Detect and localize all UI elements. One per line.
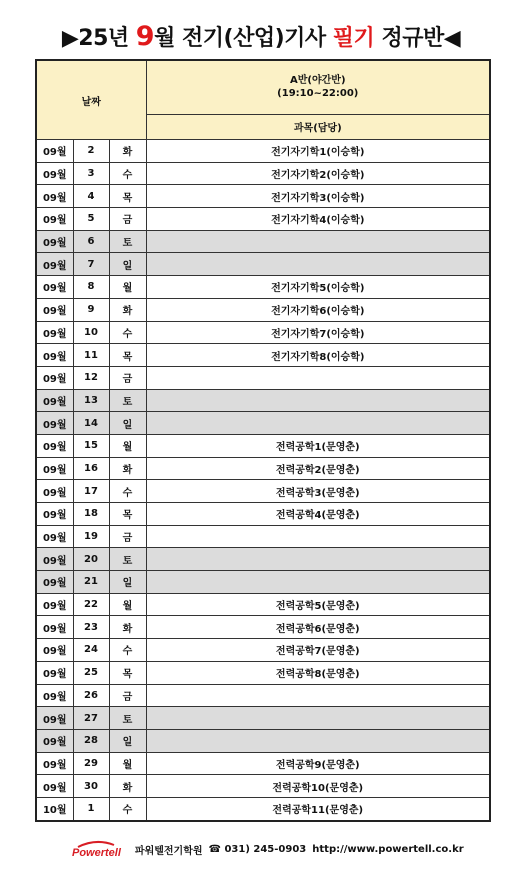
subject-cell [146, 525, 490, 548]
weekday-cell: 월 [109, 752, 146, 775]
date-day-cell: 5 [73, 208, 109, 231]
table-row [36, 797, 490, 820]
powertell-logo [72, 840, 121, 858]
weekday-cell: 화 [109, 457, 146, 480]
weekday-cell: 월 [109, 434, 146, 457]
date-month-cell: 09월 [36, 503, 73, 526]
date-month-cell: 09월 [36, 389, 73, 412]
page-title [0, 20, 522, 54]
date-month-cell: 09월 [36, 616, 73, 639]
weekday-cell: 토 [109, 230, 146, 253]
date-month-cell: 09월 [36, 253, 73, 276]
date-month-cell: 09월 [36, 548, 73, 571]
subject-cell: 전력공학1(문영춘) [146, 434, 490, 457]
date-day-cell: 24 [73, 639, 109, 662]
date-day-cell: 14 [73, 412, 109, 435]
date-day-cell: 19 [73, 525, 109, 548]
weekday-cell: 금 [109, 208, 146, 231]
table-row [36, 480, 490, 503]
date-day-cell: 29 [73, 752, 109, 775]
table-row [36, 230, 490, 253]
date-month-cell: 09월 [36, 752, 73, 775]
table-row [36, 457, 490, 480]
weekday-cell: 금 [109, 684, 146, 707]
date-month-cell: 09월 [36, 661, 73, 684]
weekday-cell: 일 [109, 729, 146, 752]
subject-cell [146, 366, 490, 389]
date-month-cell: 09월 [36, 775, 73, 798]
table-row [36, 593, 490, 616]
date-day-cell: 11 [73, 344, 109, 367]
subject-cell: 전기자기학7(이승학) [146, 321, 490, 344]
date-month-cell: 09월 [36, 185, 73, 208]
table-row [36, 434, 490, 457]
table-row [36, 276, 490, 299]
table-row [36, 185, 490, 208]
date-day-cell: 10 [73, 321, 109, 344]
date-month-cell: 09월 [36, 434, 73, 457]
subject-cell: 전력공학3(문영춘) [146, 480, 490, 503]
date-day-cell: 13 [73, 389, 109, 412]
table-row [36, 525, 490, 548]
weekday-cell: 일 [109, 571, 146, 594]
weekday-cell: 토 [109, 707, 146, 730]
subject-cell [146, 707, 490, 730]
weekday-cell: 화 [109, 775, 146, 798]
date-month-cell: 09월 [36, 208, 73, 231]
date-month-cell: 10월 [36, 797, 73, 820]
date-month-cell: 09월 [36, 707, 73, 730]
class-header [146, 60, 490, 114]
title-suffix: 정규반◀ [374, 26, 461, 51]
date-day-cell: 12 [73, 366, 109, 389]
subject-cell: 전기자기학1(이승학) [146, 140, 490, 163]
subject-cell [146, 548, 490, 571]
subject-cell: 전력공학2(문영춘) [146, 457, 490, 480]
date-month-cell: 09월 [36, 480, 73, 503]
date-day-cell: 28 [73, 729, 109, 752]
title-highlight: 필기 [332, 26, 375, 51]
date-day-cell: 26 [73, 684, 109, 707]
subject-header: 과목(담당) [146, 114, 490, 139]
table-row [36, 412, 490, 435]
date-day-cell: 9 [73, 298, 109, 321]
schedule-body [36, 140, 490, 821]
weekday-cell: 수 [109, 162, 146, 185]
weekday-cell: 수 [109, 480, 146, 503]
footer [72, 838, 472, 860]
weekday-cell: 화 [109, 298, 146, 321]
date-month-cell: 09월 [36, 571, 73, 594]
subject-cell: 전력공학10(문영춘) [146, 775, 490, 798]
date-day-cell: 1 [73, 797, 109, 820]
subject-cell: 전기자기학3(이승학) [146, 185, 490, 208]
class-time: (19:10~22:00) [277, 88, 359, 100]
table-row [36, 140, 490, 163]
website-link[interactable]: http://www.powertell.co.kr [312, 843, 464, 855]
table-row [36, 321, 490, 344]
date-day-cell: 30 [73, 775, 109, 798]
weekday-cell: 수 [109, 321, 146, 344]
weekday-cell: 일 [109, 253, 146, 276]
weekday-cell: 금 [109, 366, 146, 389]
weekday-cell: 월 [109, 276, 146, 299]
subject-cell: 전력공학4(문영춘) [146, 503, 490, 526]
table-row [36, 253, 490, 276]
date-month-cell: 09월 [36, 140, 73, 163]
date-month-cell: 09월 [36, 366, 73, 389]
date-day-cell: 4 [73, 185, 109, 208]
weekday-cell: 수 [109, 639, 146, 662]
subject-cell: 전기자기학5(이승학) [146, 276, 490, 299]
logo-text: Powertell [72, 847, 121, 859]
phone-number: ☎ 031) 245-0903 [208, 843, 307, 855]
date-month-cell: 09월 [36, 729, 73, 752]
table-row [36, 298, 490, 321]
weekday-cell: 목 [109, 344, 146, 367]
title-month: 9 [135, 21, 155, 52]
weekday-cell: 월 [109, 593, 146, 616]
date-day-cell: 25 [73, 661, 109, 684]
subject-cell [146, 389, 490, 412]
date-month-cell: 09월 [36, 525, 73, 548]
date-month-cell: 09월 [36, 230, 73, 253]
date-month-cell: 09월 [36, 298, 73, 321]
class-name: A반(야간반) [290, 75, 346, 87]
date-day-cell: 6 [73, 230, 109, 253]
weekday-cell: 목 [109, 185, 146, 208]
subject-cell: 전기자기학6(이승학) [146, 298, 490, 321]
subject-cell: 전력공학7(문영춘) [146, 639, 490, 662]
subject-cell: 전기자기학2(이승학) [146, 162, 490, 185]
schedule-table [35, 59, 491, 822]
table-row [36, 684, 490, 707]
date-month-cell: 09월 [36, 639, 73, 662]
weekday-cell: 화 [109, 616, 146, 639]
date-month-cell: 09월 [36, 344, 73, 367]
table-row [36, 571, 490, 594]
date-month-cell: 09월 [36, 457, 73, 480]
table-row [36, 707, 490, 730]
date-header: 날짜 [36, 60, 146, 140]
table-row [36, 344, 490, 367]
table-row [36, 208, 490, 231]
date-day-cell: 18 [73, 503, 109, 526]
subject-cell [146, 684, 490, 707]
subject-cell: 전력공학6(문영춘) [146, 616, 490, 639]
subject-cell: 전력공학5(문영춘) [146, 593, 490, 616]
table-row [36, 616, 490, 639]
date-day-cell: 8 [73, 276, 109, 299]
date-day-cell: 27 [73, 707, 109, 730]
table-row [36, 775, 490, 798]
date-day-cell: 7 [73, 253, 109, 276]
date-month-cell: 09월 [36, 276, 73, 299]
academy-name: 파워텔전기학원 [134, 845, 203, 857]
date-day-cell: 16 [73, 457, 109, 480]
title-prefix: ▶25년 [61, 26, 136, 51]
date-day-cell: 21 [73, 571, 109, 594]
subject-cell [146, 253, 490, 276]
table-row [36, 661, 490, 684]
weekday-cell: 목 [109, 661, 146, 684]
subject-cell [146, 230, 490, 253]
subject-cell [146, 412, 490, 435]
date-month-cell: 09월 [36, 321, 73, 344]
date-month-cell: 09월 [36, 162, 73, 185]
table-row [36, 503, 490, 526]
table-row [36, 752, 490, 775]
subject-cell: 전력공학8(문영춘) [146, 661, 490, 684]
table-row [36, 366, 490, 389]
weekday-cell: 일 [109, 412, 146, 435]
table-row [36, 639, 490, 662]
weekday-cell: 토 [109, 548, 146, 571]
date-month-cell: 09월 [36, 593, 73, 616]
subject-cell: 전력공학9(문영춘) [146, 752, 490, 775]
weekday-cell: 목 [109, 503, 146, 526]
date-day-cell: 23 [73, 616, 109, 639]
date-day-cell: 15 [73, 434, 109, 457]
date-month-cell: 09월 [36, 412, 73, 435]
date-day-cell: 3 [73, 162, 109, 185]
table-row [36, 729, 490, 752]
weekday-cell: 금 [109, 525, 146, 548]
title-middle: 월 전기(산업)기사 [154, 26, 333, 51]
date-day-cell: 20 [73, 548, 109, 571]
subject-cell [146, 571, 490, 594]
date-day-cell: 22 [73, 593, 109, 616]
subject-cell: 전력공학11(문영춘) [146, 797, 490, 820]
subject-cell [146, 729, 490, 752]
table-row [36, 389, 490, 412]
date-day-cell: 17 [73, 480, 109, 503]
weekday-cell: 토 [109, 389, 146, 412]
subject-cell: 전기자기학4(이승학) [146, 208, 490, 231]
table-row [36, 548, 490, 571]
weekday-cell: 수 [109, 797, 146, 820]
subject-cell: 전기자기학8(이승학) [146, 344, 490, 367]
date-month-cell: 09월 [36, 684, 73, 707]
table-row [36, 162, 490, 185]
date-day-cell: 2 [73, 140, 109, 163]
weekday-cell: 화 [109, 140, 146, 163]
